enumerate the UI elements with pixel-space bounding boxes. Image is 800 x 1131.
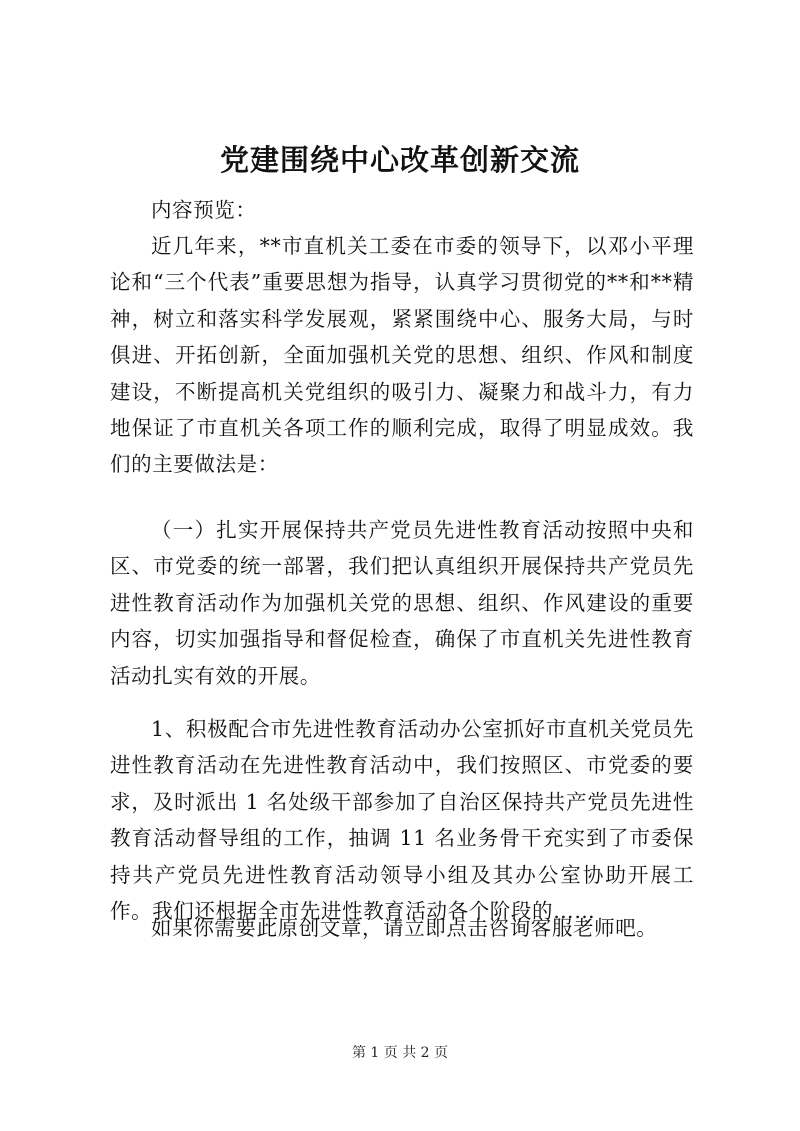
paragraph-intro: 近几年来，**市直机关工委在市委的领导下，以邓小平理论和“三个代表”重要思想为指导，认真学习贯彻党的**和**精神，树立和落实科学发展观，紧紧围绕中心、服务大局，与时俱进、开拓创新，全面加强机关党的思想、组织、作风和制度建设，不断提高机关党组织的吸引力、凝聚力和战斗力，有力地保证了市直机关各项工作的顺利完成，取得了明显成效。我们的主要做法是：: [110, 234, 694, 477]
paragraph-section-one: （一）扎实开展保持共产党员先进性教育活动按照中央和区、市党委的统一部署，我们把认真组织开展保持共产党员先进性教育活动作为加强机关党的思想、组织、作风建设的重要内容，切实加强指导和督促检查，确保了市直机关先进性教育活动扎实有效的开展。: [110, 518, 694, 688]
paragraph-item-one: 1、积极配合市先进性教育活动办公室抓好市直机关党员先进性教育活动在先进性教育活动中，我们按照区、市党委的要求，及时派出 1 名处级干部参加了自治区保持共产党员先进性教育活动督导组的工作，抽调 11 名业务骨干充实到了市委保持共产党员先进性教育活动领导小组及其办公室协助开展工作。我们还根据全市先进性教育活动各个阶段的……: [110, 717, 694, 924]
contact-note[interactable]: 如果你需要此原创文章，请立即点击咨询客服老师吧。: [151, 916, 658, 940]
preview-label: 内容预览：: [151, 198, 257, 222]
document-title: 党建围绕中心改革创新交流: [219, 143, 580, 177]
page-indicator: 第 1 页 共 2 页: [351, 1045, 449, 1061]
